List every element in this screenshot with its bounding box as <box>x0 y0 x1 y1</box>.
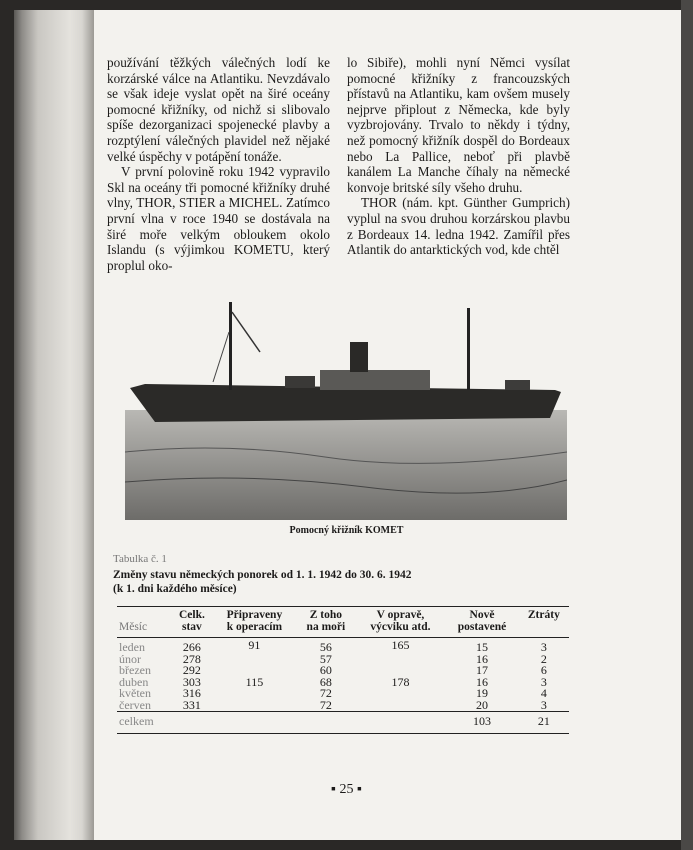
paragraph: lo Sibiře), mohli nyní Němci vysílat pomocné křižníky z francouzských přístavů na Atlantiku, kam ovšem musely nejprve připlout z Německa, kde byly vyzbrojovány. Trvalo to někdy i týdny, než pomocný křižník dospěl do Bordeaux nebo La Pallice, neboť při plavbě kanálem La Manche číhaly na německé konvoje britské síly všeho druhu. <box>347 55 570 195</box>
table-cell <box>213 654 296 666</box>
submarine-table <box>117 606 569 734</box>
table-title <box>113 568 412 596</box>
table-cell: 3 <box>540 674 547 689</box>
table-row <box>117 700 569 712</box>
table-cell <box>171 712 213 734</box>
table-cell: 20 <box>475 697 488 712</box>
table-title-text: Změny stavu německých ponorek od 1. 1. 1942 do 30. 6. 1942 <box>113 569 412 581</box>
column-header: Z toho na moři <box>296 607 356 638</box>
table-cell <box>356 700 446 712</box>
table-cell: 91 <box>248 638 261 652</box>
text-column-left <box>107 55 330 273</box>
total-row <box>117 712 569 734</box>
table-cell: 316 <box>182 686 201 700</box>
table-cell: 19 <box>475 686 488 700</box>
table-cell: 3 <box>540 697 547 712</box>
photo-caption: Pomocný křižník KOMET <box>289 525 404 536</box>
table-cell: 16 <box>475 651 488 666</box>
column-header: Měsíc <box>117 607 171 638</box>
paragraph: THOR (nám. kpt. Günther Gumprich) vyplul na svou druhou korzárskou plavbu z Bordeaux 14. ledna 1942. Zamířil přes Atlantik do antarktických vod, kde chtěl <box>347 195 570 258</box>
table-cell: únor <box>119 651 141 666</box>
column-header: V opravě, výcviku atd. <box>356 607 446 638</box>
table-cell: 57 <box>319 651 332 666</box>
paragraph: V první polovině roku 1942 vypravilo Skl na oceány tři pomocné křižníky druhé vlny, THOR, STIER a MICHEL. Zatímco první vlna v roce 1940 se dostávala na širé moře velkým obloukem okolo Islandu (s výjimkou KOMETU, který proplul oko- <box>107 164 330 273</box>
table-label: Tabulka č. 1 <box>113 553 167 565</box>
table-cell: leden <box>119 640 145 654</box>
table-cell: 21 <box>519 712 569 734</box>
table-cell: 266 <box>182 640 201 654</box>
table-cell <box>356 712 446 734</box>
table-cell: 278 <box>182 651 201 666</box>
table-cell: 72 <box>319 686 332 700</box>
ship-photo <box>125 292 567 520</box>
page-gutter <box>14 10 94 840</box>
table-cell: 17 <box>475 663 488 677</box>
paragraph: používání těžkých válečných lodí ke korzárské válce na Atlantiku. Nevzdávalo se však ideje vyslat opět na širé oceány pomocné křižníky, od nichž si slibovalo spíše dezorganizaci spojenecké plavby a rozptýlení válečných plavidel než nějaké velké úspěchy v potápění tonáže. <box>107 55 330 164</box>
column-header: Ztráty <box>519 607 569 638</box>
page-edge <box>681 0 693 850</box>
table-cell: 178 <box>391 674 410 689</box>
table-cell <box>213 688 296 700</box>
table-cell: 115 <box>245 674 264 689</box>
table-cell: 6 <box>540 663 547 677</box>
table-cell: 165 <box>391 638 410 652</box>
table-cell <box>213 712 296 734</box>
table-cell: 16 <box>475 674 488 689</box>
table-cell <box>296 712 356 734</box>
table-cell <box>356 654 446 666</box>
table-cell: 331 <box>182 697 201 712</box>
table-cell: celkem <box>117 712 171 734</box>
table-cell: 15 <box>475 640 488 654</box>
table-cell: 292 <box>182 663 201 677</box>
text-column-right <box>347 55 570 258</box>
table-cell: 56 <box>319 640 332 654</box>
table-subtitle: (k 1. dni každého měsíce) <box>113 583 237 595</box>
column-header: Nově postavené <box>445 607 518 638</box>
column-header: Celk. stav <box>171 607 213 638</box>
page-number: ▪ 25 ▪ <box>331 782 362 797</box>
table-cell: 2 <box>540 651 547 666</box>
table-cell: květen <box>119 686 151 700</box>
column-header: Připraveny k operacím <box>213 607 296 638</box>
table-cell: 60 <box>319 663 332 677</box>
table-cell: 303 <box>182 674 201 689</box>
table-cell: 72 <box>319 697 332 712</box>
table-cell: 68 <box>319 674 332 689</box>
table-cell: duben <box>119 674 149 689</box>
table-cell <box>213 700 296 712</box>
table-cell: 103 <box>445 712 518 734</box>
table-cell <box>356 688 446 700</box>
table-cell: 4 <box>540 686 547 700</box>
table-cell: 3 <box>540 640 547 654</box>
table-cell: březen <box>119 663 151 677</box>
table-cell: červen <box>119 697 151 712</box>
